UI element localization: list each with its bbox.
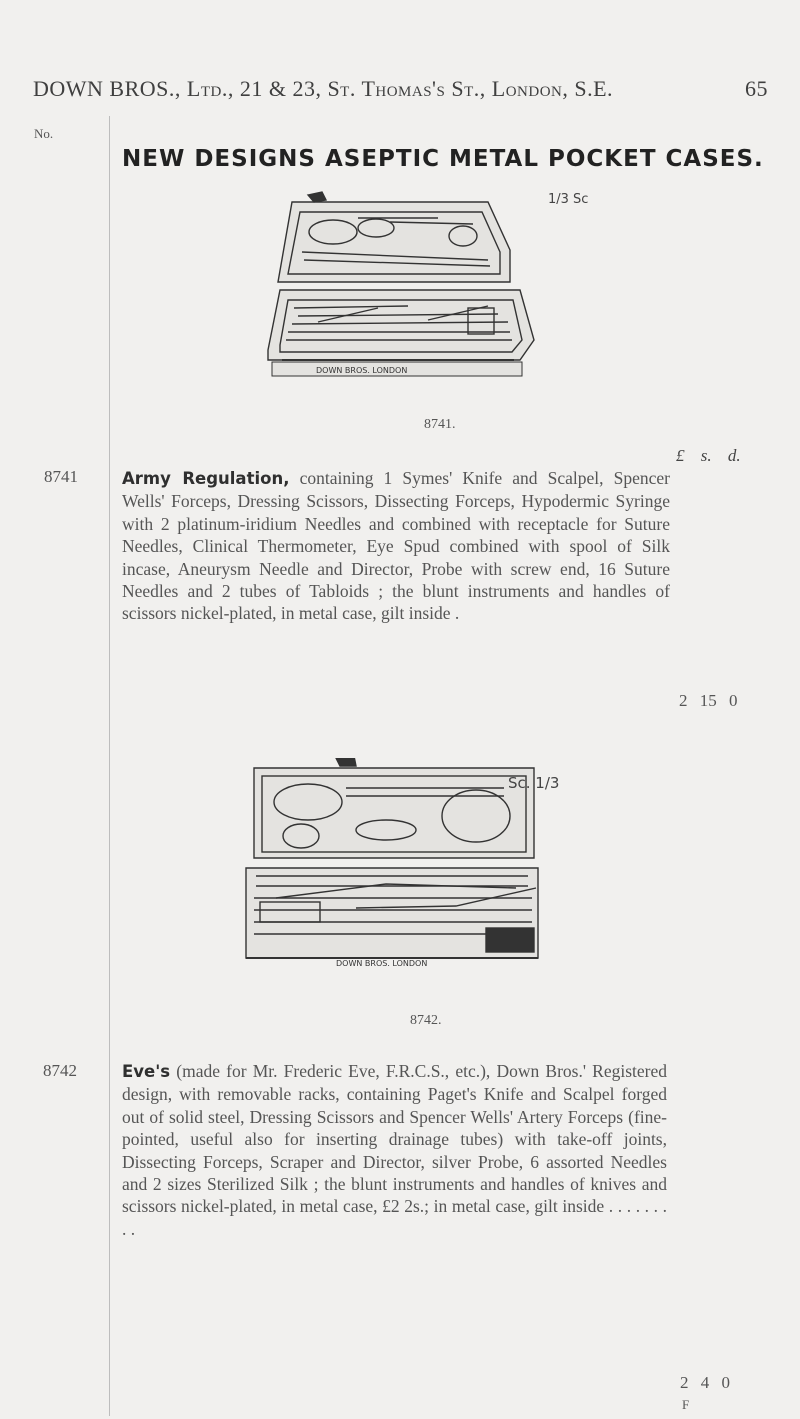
item-price-8741: 2 15 0: [679, 691, 738, 710]
item-number: 8741: [44, 467, 78, 486]
figure-caption-8741: 8741.: [424, 417, 456, 432]
item-entry-8742: [122, 1060, 667, 1240]
signature-mark: F: [682, 1397, 690, 1412]
item-name: Eve's: [122, 1062, 171, 1081]
item-number: 8742: [43, 1061, 77, 1080]
number-column-label: No.: [34, 126, 54, 141]
scale-label-8742: Sc. 1/3: [508, 774, 560, 792]
pocket-case-8741-illustration: [258, 190, 540, 380]
item-name: Army Regulation,: [122, 469, 290, 488]
item-price-8742: 2 4 0: [680, 1373, 730, 1392]
item-description: (made for Mr. Frederic Eve, F.R.C.S., etc.), Down Bros.' Registered design, with removable racks, containing Paget's Knife and Scalpel forged out of solid steel, Dressing Scissors and Spencer Wells' Artery Forceps (fine-pointed, useful also for inserting drainage tubes) with take-off joints, Dissecting Forceps, Scraper and Director, silver Probe, 6 assorted Needles and 2 sizes Sterilized Silk ; the blunt instruments and handles of knives and scissors nickel-plated, in metal case, £2 2s.; in metal case, gilt inside . . . . . . . . .: [122, 1061, 667, 1239]
currency-header: £ s. d.: [676, 446, 741, 465]
figure-caption-8742: 8742.: [410, 1013, 442, 1028]
column-rule: [109, 116, 110, 1416]
page-header: [33, 76, 768, 102]
scale-label-8741: 1/3 Sc: [548, 192, 589, 207]
page-number: 65: [745, 76, 768, 101]
engraving-text-8742: DOWN BROS. LONDON: [336, 959, 428, 968]
section-title: NEW DESIGNS ASEPTIC METAL POCKET CASES.: [122, 146, 764, 172]
publisher-address: DOWN BROS., Ltd., 21 & 23, St. Thomas's St., London, S.E.: [33, 76, 614, 101]
engraving-text-8741: DOWN BROS. LONDON: [316, 366, 408, 375]
item-entry-8741: [122, 467, 670, 625]
item-description: containing 1 Symes' Knife and Scalpel, Spencer Wells' Forceps, Dressing Scissors, Dissecting Forceps, Hypodermic Syringe with 2 platinum-iridium Needles and combined with receptacle for Suture Needles, Clinical Thermometer, Eye Spud combined with spool of Silk incase, Aneurysm Needle and Director, Probe with screw end, 16 Suture Needles and 2 tubes of Tabloids ; the blunt instruments and handles of scissors nickel-plated, in metal case, gilt inside .: [122, 468, 670, 624]
